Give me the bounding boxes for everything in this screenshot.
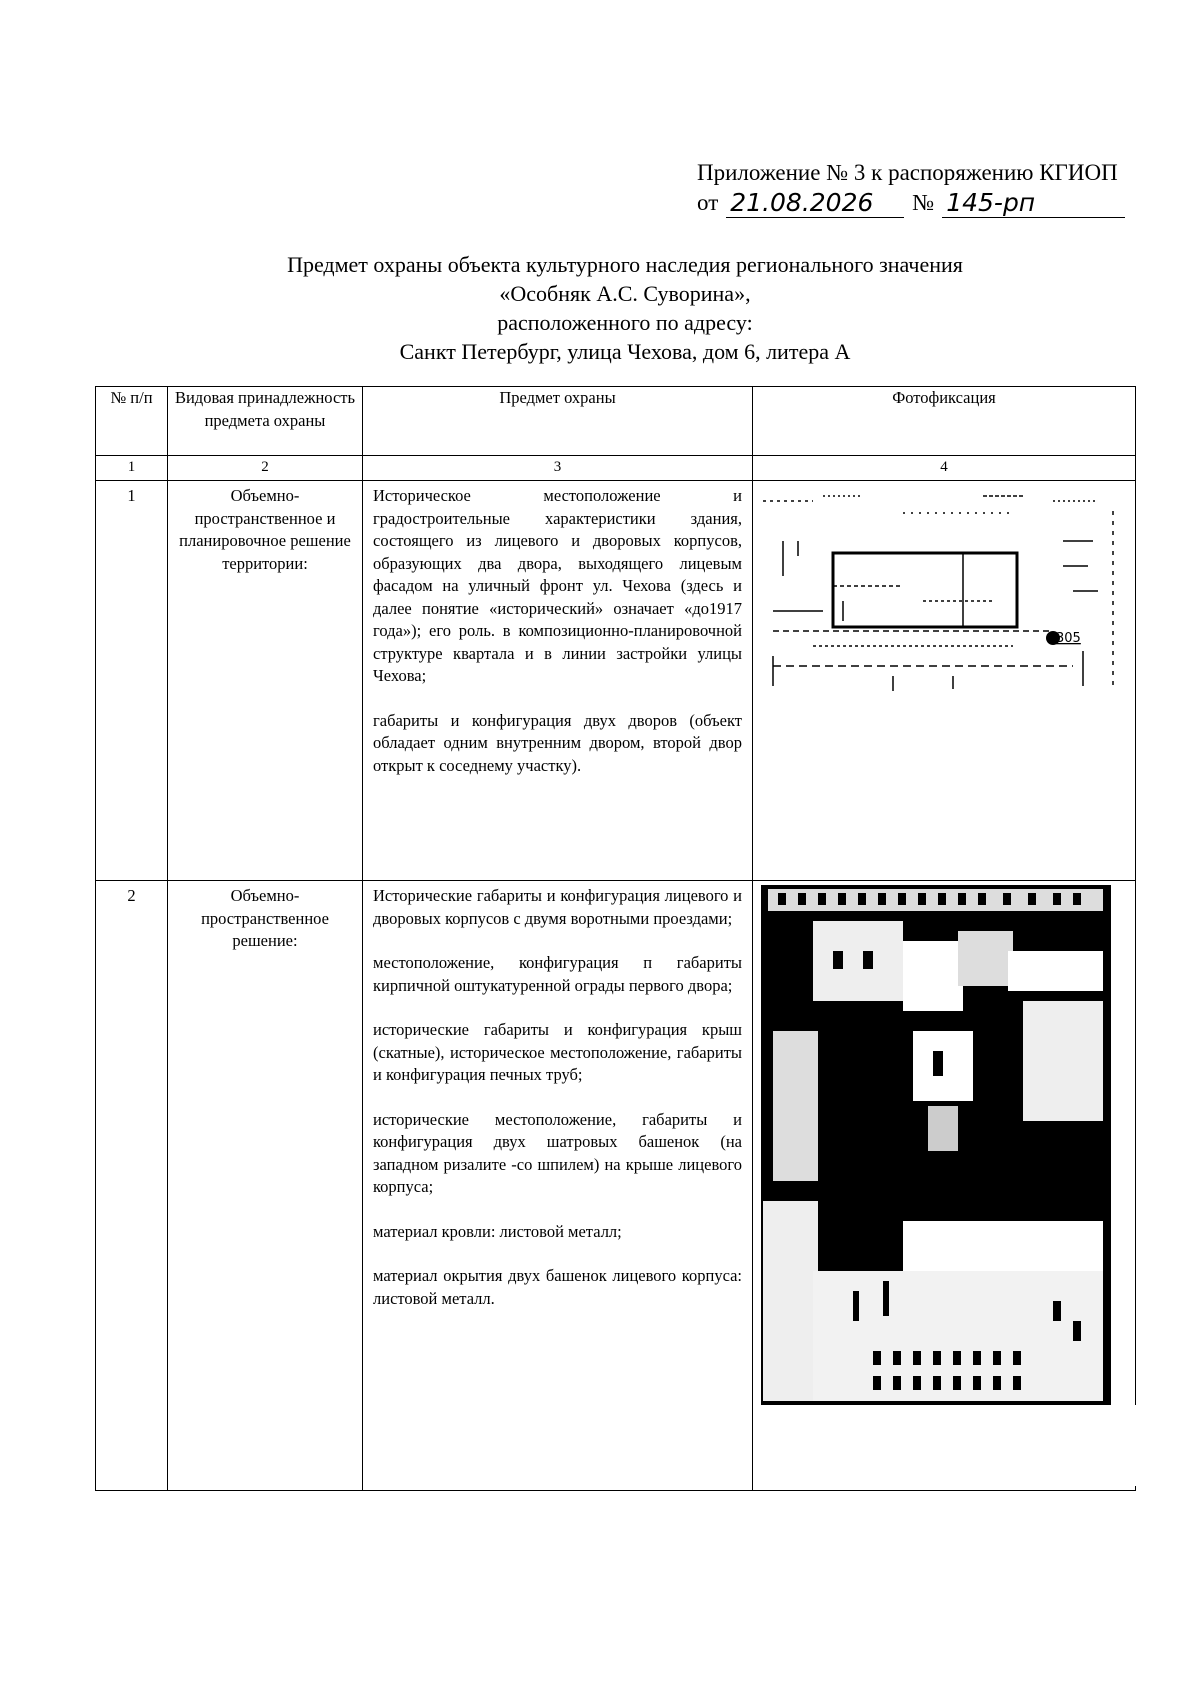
- subject-item: исторические местоположение, габариты и конфигурация двух шатровых башенок (на западном ризалите -со шпилем) на крыше лицевого корпуса;: [373, 1109, 742, 1196]
- protection-subject-table: [95, 386, 1136, 1491]
- subject-item: местоположение, конфигурация п габариты кирпичной оштукатуренной ограды первого двора;: [373, 953, 742, 995]
- subject-item: габариты и конфигурация двух дворов (объект обладает одним внутренним двором, второй двор открыт к соседнему участку).: [373, 710, 742, 775]
- from-label: от: [697, 190, 719, 215]
- subject-item: исторические габариты и конфигурация крыш (скатные), историческое местоположение, габариты и конфигурация печных труб;: [373, 1020, 742, 1084]
- title-line-3: расположенного по адресу:: [497, 310, 753, 335]
- annex-title: Приложение № 3 к распоряжению КГИОП: [697, 160, 1118, 185]
- annex-header: [697, 158, 1157, 218]
- row-number: 1: [96, 481, 168, 881]
- site-plan-image: [753, 481, 1136, 701]
- subject-item: материал кровли: листовой металл;: [373, 1221, 622, 1241]
- table-row: [96, 881, 1136, 1491]
- row-subject: [363, 481, 753, 881]
- photo-cell: [753, 881, 1136, 1491]
- subject-item: материал окрытия двух башенок лицевого корпуса: листовой металл.: [373, 1266, 742, 1308]
- column-number-row: [96, 456, 1136, 481]
- annex-date-number-line: [697, 188, 1157, 218]
- title-line-2: «Особняк А.С. Суворина»,: [499, 281, 751, 306]
- column-number: 1: [96, 456, 168, 481]
- subject-item: Историческое местоположение и градостроительные характеристики здания, состоящего из лицевого и дворовых корпусов, образующих два двора, выходящего лицевым фасадом на уличный фронт ул. Чехова (здесь и далее понятие «исторический» означает «до1917 года»); его роль. в композиционно-планировочной структуре квартала и в линии застройки улицы Чехова;: [373, 486, 742, 685]
- row-kind: Объемно-пространственное и планировочное решение территории:: [168, 481, 363, 881]
- row-kind: Объемно-пространственное решение:: [168, 881, 363, 1491]
- document-title: [230, 250, 1020, 366]
- order-number: 145-рп: [942, 189, 1125, 218]
- aerial-photo-image: [753, 881, 1136, 1486]
- row-subject: [363, 881, 753, 1491]
- title-line-4: Санкт Петербург, улица Чехова, дом 6, литера А: [399, 339, 851, 364]
- column-number: 2: [168, 456, 363, 481]
- order-date: 21.08.2026: [726, 189, 904, 218]
- row-number: 2: [96, 881, 168, 1491]
- photo-cell: [753, 481, 1136, 881]
- table-header-row: [96, 387, 1136, 456]
- header-subject: Предмет охраны: [363, 387, 753, 456]
- column-number: 3: [363, 456, 753, 481]
- column-number: 4: [753, 456, 1136, 481]
- title-line-1: Предмет охраны объекта культурного наследия регионального значения: [287, 252, 963, 277]
- header-number: № п/п: [96, 387, 168, 456]
- subject-item: Исторические габариты и конфигурация лицевого и дворовых корпусов с двумя воротными проездами;: [373, 886, 742, 928]
- table-row: [96, 481, 1136, 881]
- header-photo: Фотофиксация: [753, 387, 1136, 456]
- header-kind: Видовая принадлежность предмета охраны: [168, 387, 363, 456]
- number-label: №: [912, 190, 935, 215]
- plan-label: 305: [1056, 631, 1081, 646]
